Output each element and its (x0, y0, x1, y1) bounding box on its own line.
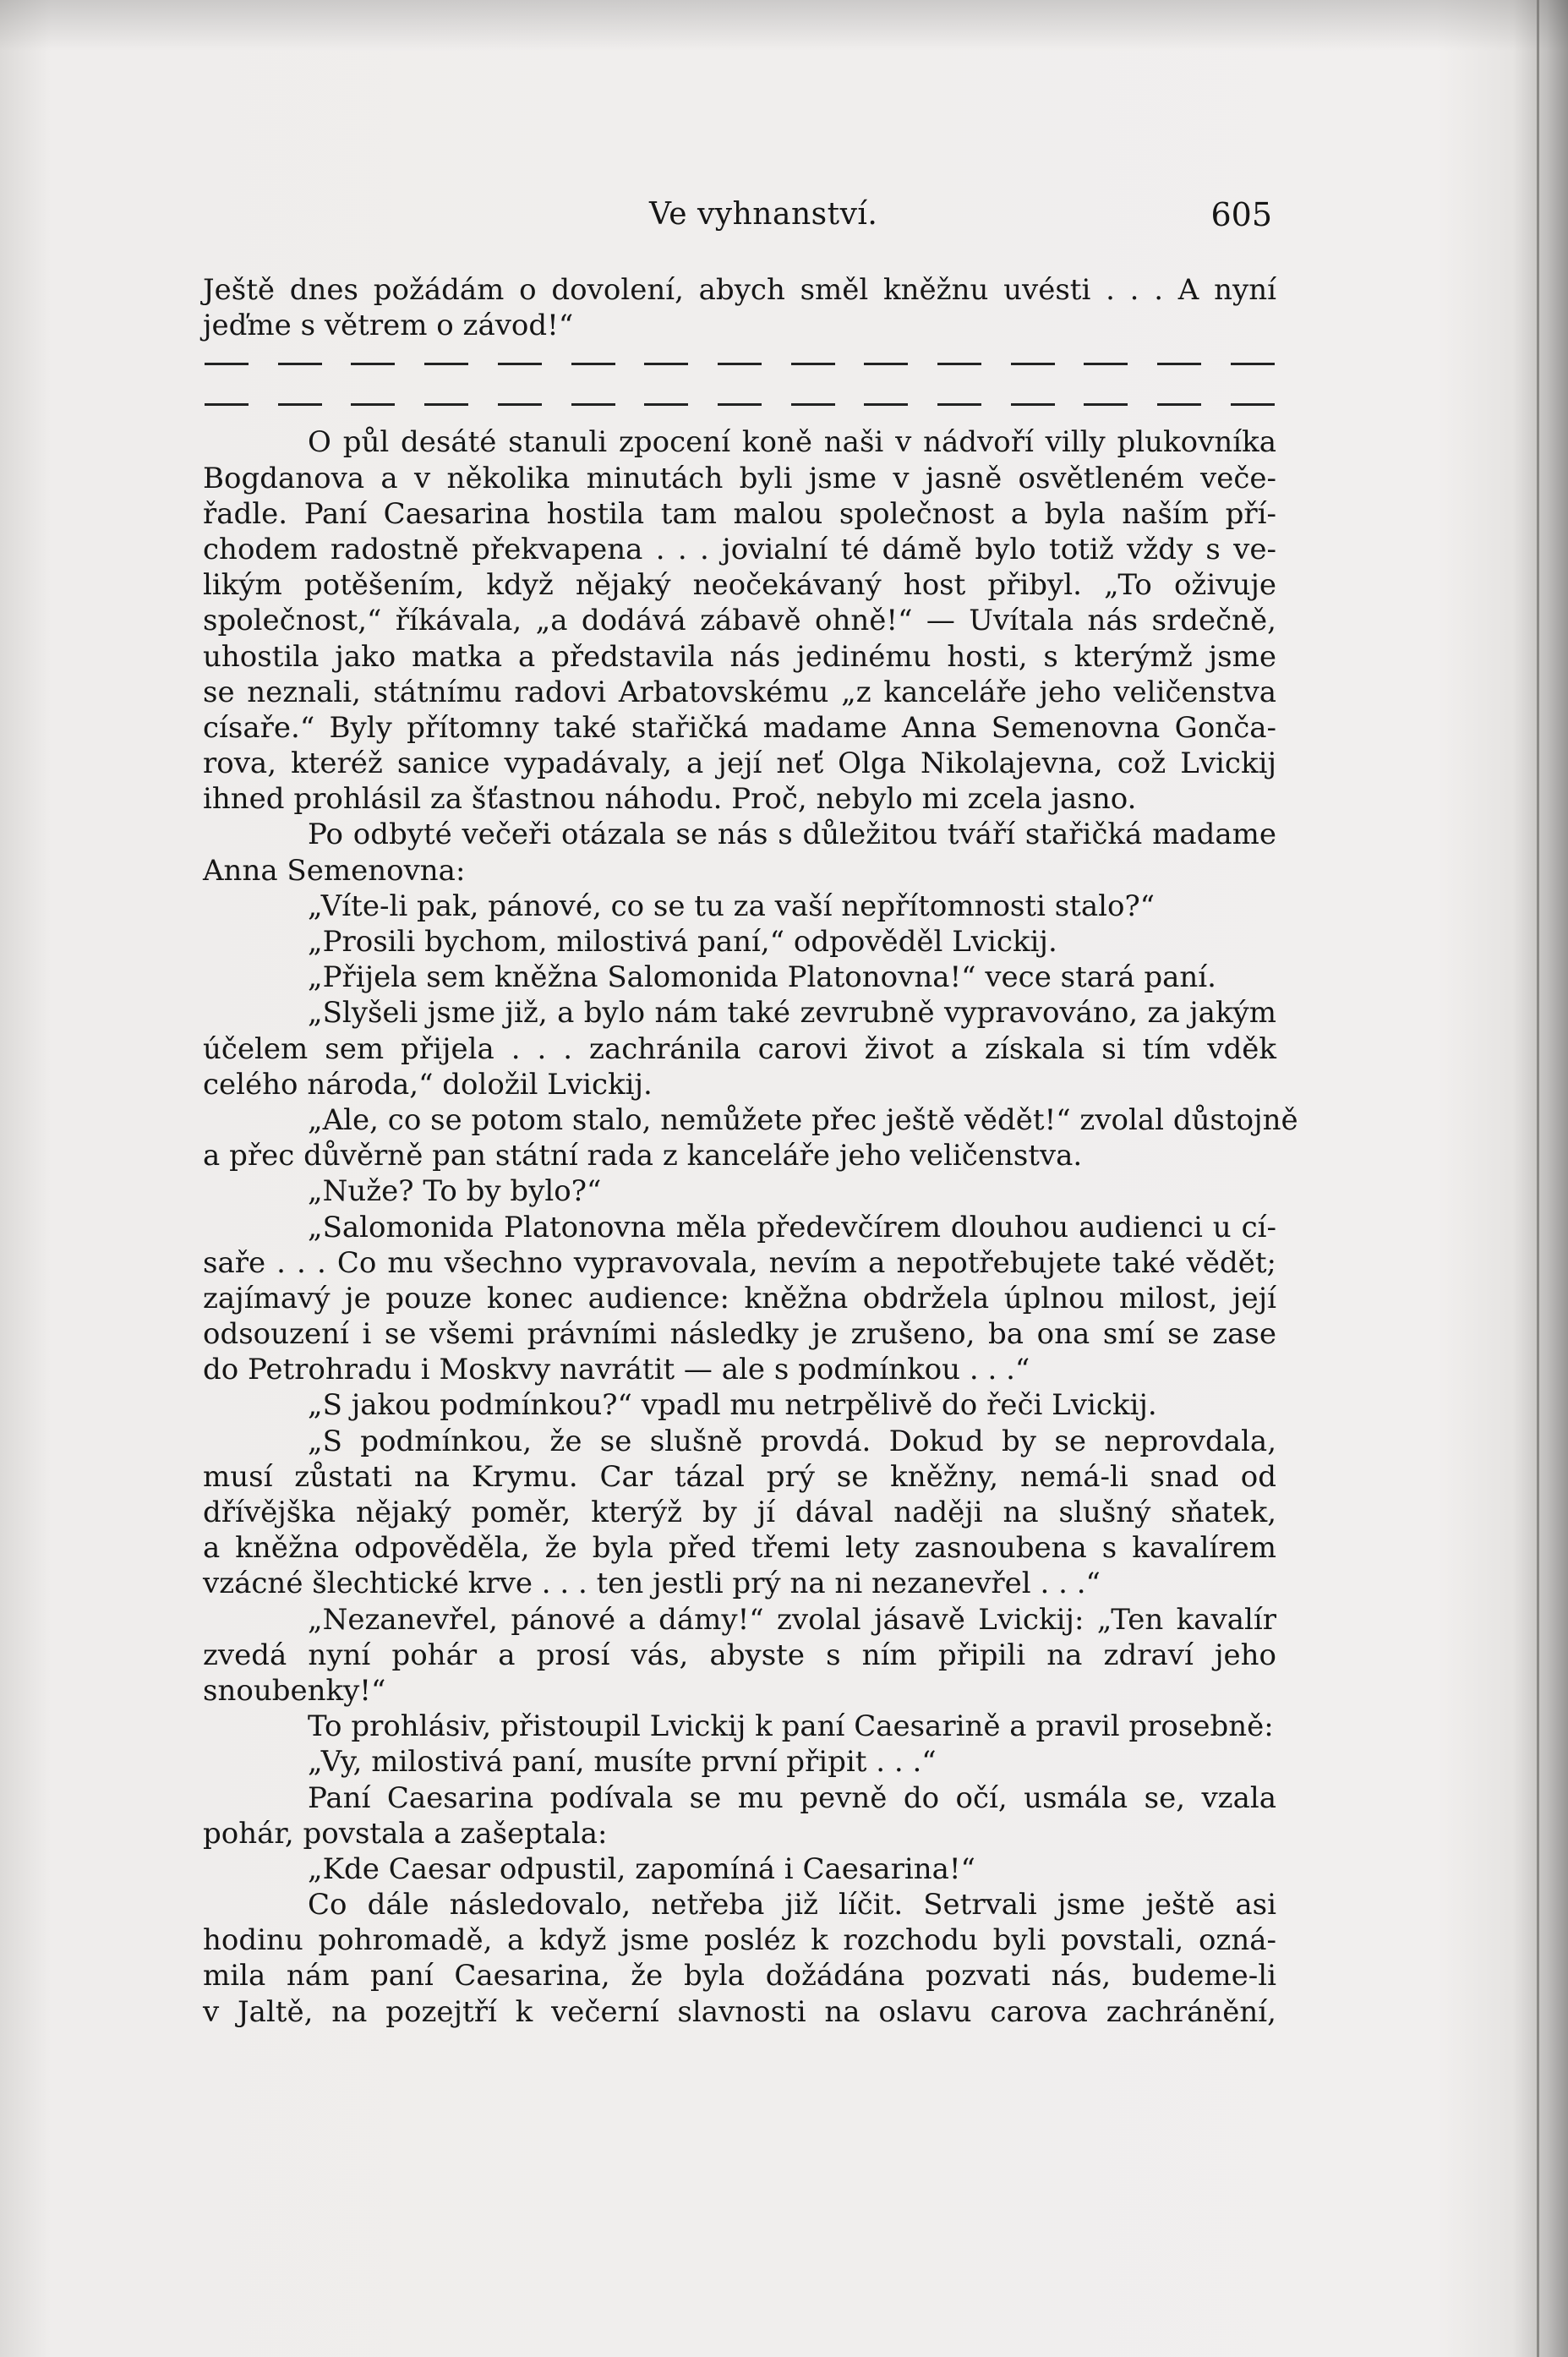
text-line: To prohlásiv, přistoupil Lvickij k paní Caesarině a pravil prosebně: (308, 1709, 1274, 1744)
text-line: likým potěšením, když nějaký neočekávaný host přibyl. „To oživuje (203, 568, 1276, 603)
text-line: ihned prohlásil za šťastnou náhodu. Proč, nebylo mi zcela jasno. (203, 782, 1137, 817)
dash-mark (571, 403, 615, 406)
text-line: hodinu pohromadě, a když jsme posléz k rozchodu byli povstali, ozná- (203, 1923, 1276, 1958)
text-line: „Nuže? To by bylo?“ (308, 1174, 602, 1209)
text-line: dřívějška nějaký poměr, kterýž by jí dával naději na slušný sňatek, (203, 1496, 1276, 1529)
dash-mark (791, 363, 835, 365)
dash-mark (424, 363, 468, 365)
dash-mark (644, 403, 688, 406)
text-line: „Ale, co se potom stalo, nemůžete přec ještě vědět!“ zvolal důstojně (308, 1102, 1298, 1137)
text-line: a přec důvěrně pan státní rada z kanceláře jeho veličenstva. (203, 1139, 1083, 1173)
dash-mark (1084, 403, 1128, 406)
dash-mark (791, 403, 835, 406)
text-line: saře . . . Co mu všechno vypravovala, nevím a nepotřebujete také vědět; (203, 1245, 1276, 1280)
text-line: do Petrohradu i Moskvy navrátit — ale s podmínkou . . .“ (203, 1353, 1030, 1387)
text-line: O půl desáté stanuli zpocení koně naši v nádvoří villy plukovníka (308, 425, 1276, 460)
text-line: zvedá nyní pohár a prosí vás, abyste s ním připili na zdraví jeho (203, 1638, 1276, 1672)
dash-mark (937, 363, 981, 365)
dash-mark (278, 403, 322, 406)
dash-mark (644, 363, 688, 365)
dash-mark (1157, 363, 1201, 365)
text-line: celého národa,“ doložil Lvickij. (203, 1067, 653, 1102)
text-line: uhostila jako matka a představila nás jedinému hosti, s kterýmž jsme (203, 639, 1276, 674)
body-text (203, 272, 1298, 2030)
text-line: musí zůstati na Krymu. Car tázal prý se kněžny, nemá-li snad od (203, 1459, 1276, 1494)
text-line: Ještě dnes požádám o dovolení, abych směl kněžnu uvésti . . . A nyní (203, 273, 1276, 307)
page-number: 605 (1210, 196, 1272, 233)
text-line: „Přijela sem kněžna Salomonida Platonovna!“ vece stará paní. (308, 960, 1216, 995)
text-line: účelem sem přijela . . . zachránila carovi život a získala si tím vděk (203, 1031, 1276, 1066)
dash-mark (351, 403, 395, 406)
dash-mark (205, 363, 249, 365)
text-line: společnost,“ říkávala, „a dodává zábavě ohně!“ — Uvítala nás srdečně, (203, 604, 1276, 638)
text-line: chodem radostně překvapena . . . jovialní té dámě bylo totiž vždy s ve- (203, 532, 1276, 566)
text-line: Paní Caesarina podívala se mu pevně do očí, usmála se, vzala (308, 1780, 1276, 1815)
text-line: a kněžna odpověděla, že byla před třemi lety zasnoubena s kavalírem (203, 1531, 1276, 1566)
text-line: „Vy, milostivá paní, musíte první připit . . .“ (308, 1745, 937, 1780)
dash-mark (718, 363, 762, 365)
text-line: „Víte-li pak, pánové, co se tu za vaší nepřítomnosti stalo?“ (308, 889, 1156, 923)
dash-mark (937, 403, 981, 406)
text-line: vzácné šlechtické krve . . . ten jestli prý na ni nezanevřel . . .“ (203, 1567, 1101, 1601)
dash-mark (864, 403, 908, 406)
text-line: jeďme s větrem o závod!“ (203, 309, 574, 343)
dash-mark (498, 363, 542, 365)
running-title: Ve vyhnanství. (649, 197, 878, 232)
dash-mark (278, 363, 322, 365)
dash-mark (498, 403, 542, 406)
text-line: Po odbyté večeři otázala se nás s důležitou tváří stařičká madame (308, 818, 1276, 852)
section-break-dashes (203, 343, 1276, 384)
text-line: „S jakou podmínkou?“ vpadl mu netrpělivě do řeči Lvickij. (308, 1388, 1157, 1423)
scan-top-shadow (0, 0, 1568, 51)
scan-gutter-shadow (1513, 0, 1568, 2357)
dash-mark (1084, 363, 1128, 365)
section-break-dashes (203, 384, 1276, 424)
text-line: rova, kteréž sanice vypadávaly, a její neť Olga Nikolajevna, což Lvickij (203, 746, 1276, 781)
dash-mark (1231, 363, 1275, 365)
scan-spine-edge (1537, 0, 1539, 2357)
text-line: „Kde Caesar odpustil, zapomíná i Caesarina!“ (308, 1851, 975, 1886)
dash-mark (351, 363, 395, 365)
dash-mark (1157, 403, 1201, 406)
text-line: „Salomonida Platonovna měla předevčírem dlouhou audienci u cí- (308, 1210, 1276, 1244)
text-line: mila nám paní Caesarina, že byla dožádána pozvati nás, budeme-li (203, 1959, 1276, 1993)
text-line: „Prosili bychom, milostivá paní,“ odpověděl Lvickij. (308, 925, 1057, 959)
text-line: pohár, povstala a zašeptala: (203, 1816, 608, 1851)
text-line: se neznali, státnímu radovi Arbatovskému „z kanceláře jeho veličenstva (203, 675, 1276, 709)
running-head (203, 194, 1272, 235)
text-line: „S podmínkou, že se slušně provdá. Dokud by se neprovdala, (308, 1424, 1276, 1458)
text-line: zajímavý je pouze konec audience: kněžna obdržela úplnou milost, její (203, 1281, 1276, 1315)
text-line: odsouzení i se všemi právními následky je zrušeno, ba ona smí se zase (203, 1317, 1276, 1352)
dash-mark (571, 363, 615, 365)
dash-mark (1011, 403, 1055, 406)
text-line: v Jaltě, na pozejtří k večerní slavnosti na oslavu carova zachránění, (203, 1994, 1276, 2029)
text-line: řadle. Paní Caesarina hostila tam malou společnost a byla naším pří- (203, 496, 1276, 531)
dash-mark (424, 403, 468, 406)
dash-mark (1231, 403, 1275, 406)
text-line: císaře.“ Byly přítomny také stařičká madame Anna Semenovna Gonča- (203, 710, 1276, 745)
text-line: Bogdanova a v několika minutách byli jsme v jasně osvětleném veče- (203, 461, 1276, 495)
dash-mark (205, 403, 249, 406)
text-line: Anna Semenovna: (203, 853, 466, 888)
dash-mark (864, 363, 908, 365)
text-line: „Slyšeli jsme již, a bylo nám také zevrubně vypravováno, za jakým (308, 996, 1276, 1031)
dash-mark (1011, 363, 1055, 365)
text-line: „Nezanevřel, pánové a dámy!“ zvolal jásavě Lvickij: „Ten kavalír (308, 1602, 1276, 1637)
text-line: Co dále následovalo, netřeba již líčit. Setrvali jsme ještě asi (308, 1888, 1276, 1922)
text-line: snoubenky!“ (203, 1673, 386, 1708)
dash-mark (718, 403, 762, 406)
